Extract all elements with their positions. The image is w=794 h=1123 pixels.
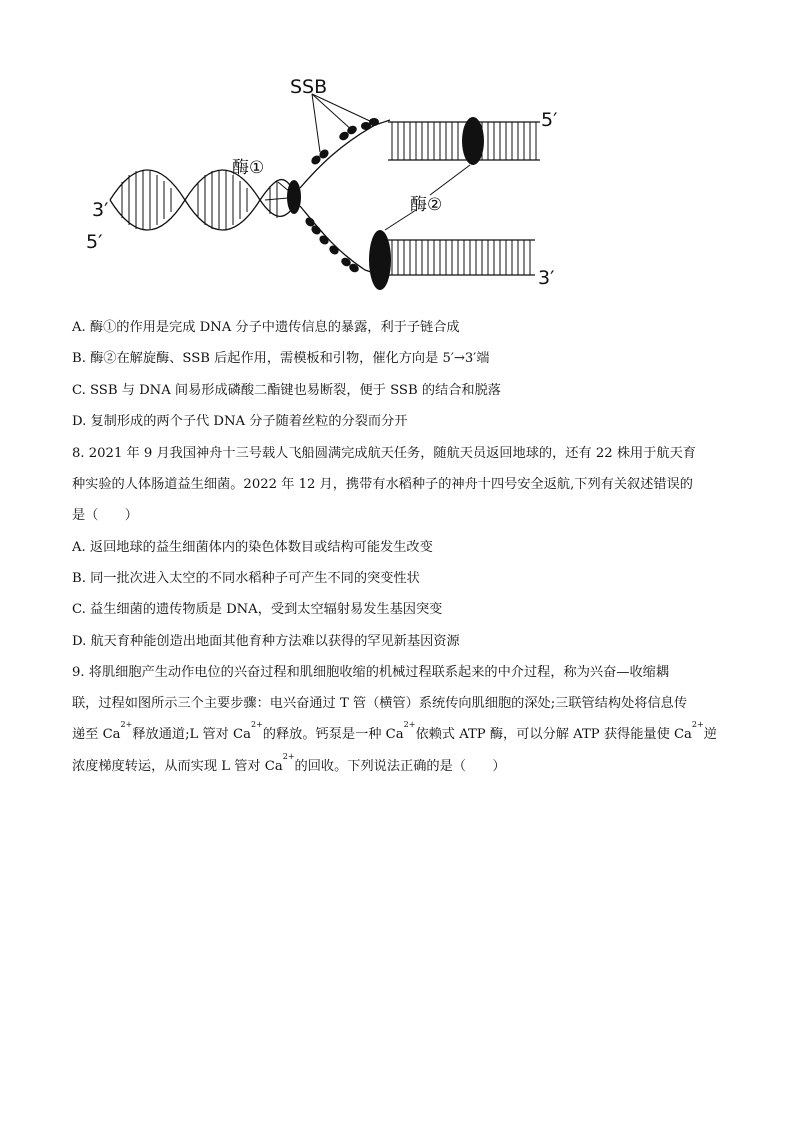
q8-stem-line3: 是（ ）: [72, 508, 138, 523]
enzyme1-shape: [287, 180, 301, 214]
q9-stem-line4: 浓度梯度转运，从而实现 L 管对 $Ca^{2+}$的回收。下列说法正确的是（ ）: [72, 752, 506, 774]
q8-option-c: C. 益生细菌的遗传物质是 DNA，受到太空辐射易发生基因突变: [72, 602, 443, 617]
q7-option-a: A. 酶①的作用是完成 DNA 分子中遗传信息的暴露，利于子链合成: [72, 320, 460, 335]
q8-option-d: D. 航天育种能创造出地面其他育种方法难以获得的罕见新基因资源: [72, 634, 460, 649]
ssb-beads-lower: [304, 216, 361, 274]
left-3prime-label: 3′: [92, 199, 109, 221]
enzyme1-label: 酶①: [232, 158, 265, 178]
right-5prime-label: 5′: [541, 109, 558, 131]
q9-stem-line2: 联，过程如图所示三个主要步骤：电兴奋通过 T 管（横管）系统传向肌细胞的深处;三联管结构处将信息传: [72, 696, 688, 711]
ssb-beads-upper: [310, 118, 379, 166]
q8-option-b: B. 同一批次进入太空的不同水稻种子可产生不同的突变性状: [72, 571, 420, 586]
right-3prime-label: 3′: [538, 267, 555, 289]
left-5prime-label: 5′: [86, 231, 103, 253]
q8-stem-line2: 种实验的人体肠道益生细菌。2022 年 12 月，携带有水稻种子的神舟十四号安全返航,下列有关叙述错误的: [72, 477, 693, 492]
lower-daughter-duplex: [380, 240, 535, 275]
helix-rungs: [122, 170, 277, 230]
enzyme2-label: 酶②: [410, 195, 443, 215]
q7-option-b: B. 酶②在解旋酶、SSB 后起作用，需模板和引物，催化方向是 5′→3′端: [72, 351, 490, 366]
q7-option-c: C. SSB 与 DNA 间易形成磷酸二酯键也易断裂，便于 SSB 的结合和脱落: [72, 383, 501, 398]
ssb-label: SSB: [290, 76, 328, 98]
q8-stem-line1: 8. 2021 年 9 月我国神舟十三号载人飞船圆满完成航天任务，随航天员返回地球的，还有 22 株用于航天育: [72, 446, 696, 461]
enzyme2-upper-shape: [462, 117, 484, 165]
dna-replication-figure: [80, 70, 600, 300]
q8-option-a: A. 返回地球的益生细菌体内的染色体数目或结构可能发生改变: [72, 540, 433, 555]
q9-stem-line1: 9. 将肌细胞产生动作电位的兴奋过程和肌细胞收缩的机械过程联系起来的中介过程，称为兴奋—收缩耦: [72, 665, 670, 680]
q9-stem-line3: 递至 $Ca^{2+}$释放通道;L 管对 $Ca^{2+}$的释放。钙泵是一种 $Ca^{2+}$依赖式 ATP 酶，可以分解 ATP 获得能量使 $Ca^{2+}$逆: [72, 720, 717, 742]
enzyme2-lower-shape: [369, 230, 391, 290]
q7-option-d: D. 复制形成的两个子代 DNA 分子随着丝粒的分裂而分开: [72, 414, 408, 429]
